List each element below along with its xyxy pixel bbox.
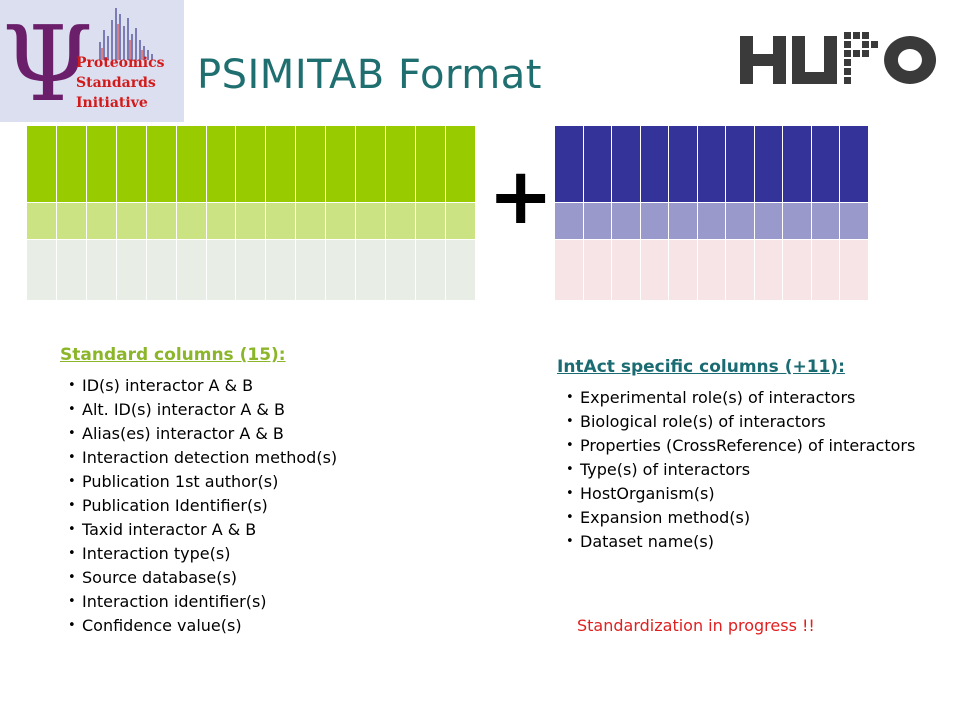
grid-row (555, 126, 869, 203)
grid-cell (415, 240, 445, 301)
list-item: • Confidence value(s) (68, 614, 337, 638)
list-item: • Interaction detection method(s) (68, 446, 337, 470)
grid-cell (811, 126, 840, 203)
grid-cell (840, 203, 869, 240)
grid-cell (754, 203, 783, 240)
grid-cell (697, 203, 726, 240)
grid-cell (783, 240, 812, 301)
grid-cell (116, 203, 146, 240)
grid-cell (811, 240, 840, 301)
grid-cell (86, 126, 116, 203)
grid-cell (176, 240, 206, 301)
grid-cell (669, 203, 698, 240)
intact-columns-heading: IntAct specific columns (+11): (557, 357, 845, 377)
grid-cell (116, 240, 146, 301)
grid-cell (296, 240, 326, 301)
grid-cell (754, 240, 783, 301)
grid-cell (206, 240, 236, 301)
grid-row (555, 203, 869, 240)
list-item: • ID(s) interactor A & B (68, 374, 337, 398)
grid-cell (640, 203, 669, 240)
grid-row (555, 240, 869, 301)
grid-cell (445, 240, 475, 301)
grid-cell (555, 240, 584, 301)
grid-cell (27, 126, 57, 203)
standard-columns-heading: Standard columns (15): (60, 345, 286, 365)
grid-cell (415, 203, 445, 240)
grid-cell (697, 240, 726, 301)
grid-cell (445, 203, 475, 240)
grid-cell (56, 240, 86, 301)
grid-cell (146, 203, 176, 240)
grid-cell (669, 240, 698, 301)
grid-cell (266, 203, 296, 240)
grid-cell (236, 126, 266, 203)
list-item: • Properties (CrossReference) of interactors (566, 434, 960, 458)
grid-cell (206, 203, 236, 240)
grid-cell (296, 126, 326, 203)
grid-cell (326, 203, 356, 240)
logo-text-line-2: Standards (76, 75, 156, 91)
grid-cell (583, 126, 612, 203)
psi-logo (0, 0, 184, 122)
intact-columns-grid (554, 125, 869, 301)
list-item: • Interaction type(s) (68, 542, 337, 566)
grid-cell (386, 203, 416, 240)
grid-cell (612, 203, 641, 240)
grid-row (27, 240, 476, 301)
grid-cell (754, 126, 783, 203)
grid-cell (326, 126, 356, 203)
grid-cell (445, 126, 475, 203)
plus-sign: + (488, 152, 554, 242)
grid-cell (266, 126, 296, 203)
list-item: • Alt. ID(s) interactor A & B (68, 398, 337, 422)
grid-cell (726, 203, 755, 240)
logo-text-line-3: Initiative (76, 95, 148, 111)
grid-cell (783, 203, 812, 240)
grid-cell (356, 240, 386, 301)
grid-cell (840, 126, 869, 203)
list-item: • Taxid interactor A & B (68, 518, 337, 542)
grid-cell (640, 240, 669, 301)
grid-cell (176, 203, 206, 240)
grid-cell (266, 240, 296, 301)
grid-cell (86, 240, 116, 301)
grid-cell (555, 126, 584, 203)
grid-cell (669, 126, 698, 203)
list-item: • Biological role(s) of interactors (566, 410, 960, 434)
list-item: • Publication Identifier(s) (68, 494, 337, 518)
grid-cell (236, 203, 266, 240)
grid-cell (116, 126, 146, 203)
grid-cell (356, 203, 386, 240)
grid-cell (840, 240, 869, 301)
grid-cell (811, 203, 840, 240)
grid-cell (356, 126, 386, 203)
grid-cell (56, 203, 86, 240)
svg-text:HUPO: HUPO (740, 28, 743, 29)
svg-text:Ψ: Ψ (2, 3, 94, 122)
grid-cell (236, 240, 266, 301)
grid-cell (56, 126, 86, 203)
list-item: • Experimental role(s) of interactors (566, 386, 960, 410)
grid-cell (612, 126, 641, 203)
grid-cell (697, 126, 726, 203)
grid-row (27, 203, 476, 240)
standard-columns-list (68, 374, 337, 638)
grid-cell (386, 126, 416, 203)
grid-cell (27, 203, 57, 240)
grid-cell (296, 203, 326, 240)
list-item: • Type(s) of interactors (566, 458, 960, 482)
list-item: • Dataset name(s) (566, 530, 960, 554)
hupo-logo (740, 28, 940, 94)
list-item: • Alias(es) interactor A & B (68, 422, 337, 446)
list-item: • Interaction identifier(s) (68, 590, 337, 614)
list-item: • Source database(s) (68, 566, 337, 590)
grid-cell (386, 240, 416, 301)
list-item: • Publication 1st author(s) (68, 470, 337, 494)
grid-cell (726, 240, 755, 301)
grid-cell (326, 240, 356, 301)
grid-cell (176, 126, 206, 203)
grid-cell (726, 126, 755, 203)
intact-columns-list (566, 386, 960, 554)
standardization-note: Standardization in progress !! (577, 616, 815, 635)
grid-cell (612, 240, 641, 301)
grid-row (27, 126, 476, 203)
page-title: PSIMITAB Format (197, 52, 542, 98)
grid-cell (27, 240, 57, 301)
grid-cell (206, 126, 236, 203)
standard-columns-grid (26, 125, 476, 301)
logo-text-line-1: Proteomics (76, 55, 165, 71)
grid-cell (415, 126, 445, 203)
grid-cell (555, 203, 584, 240)
grid-cell (583, 240, 612, 301)
grid-cell (783, 126, 812, 203)
grid-cell (146, 240, 176, 301)
grid-cell (86, 203, 116, 240)
grid-cell (640, 126, 669, 203)
grid-cell (583, 203, 612, 240)
list-item: • Expansion method(s) (566, 506, 960, 530)
grid-cell (146, 126, 176, 203)
list-item: • HostOrganism(s) (566, 482, 960, 506)
